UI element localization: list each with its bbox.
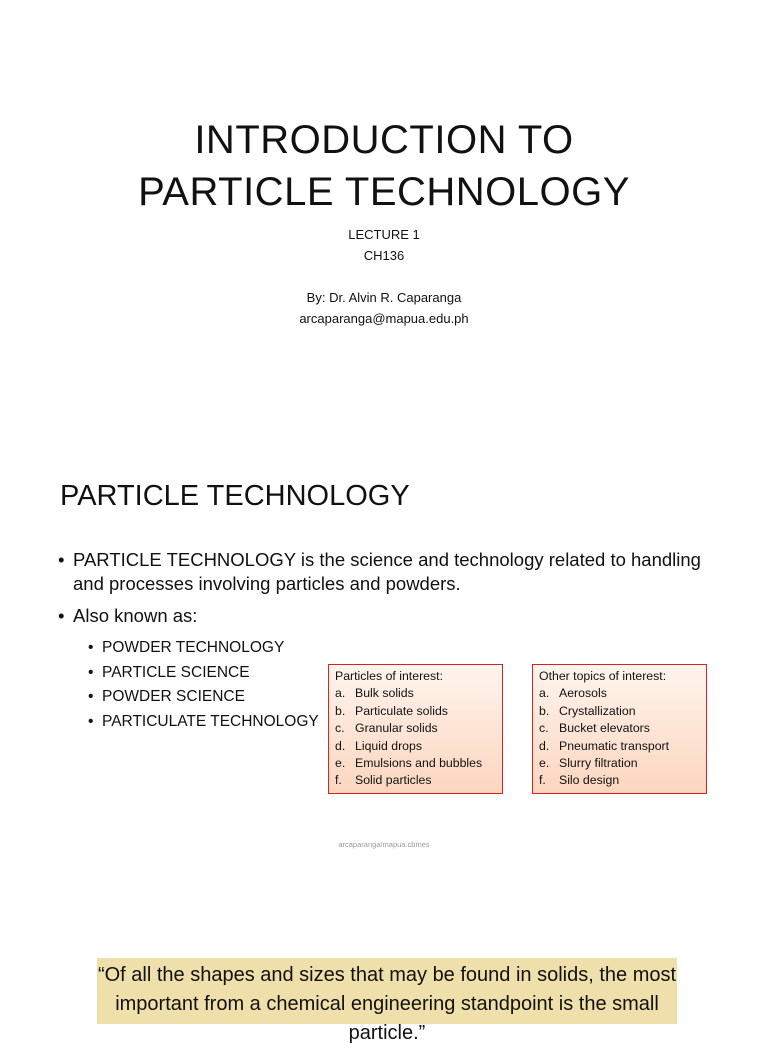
aka-item: • PARTICULATE TECHNOLOGY	[58, 710, 718, 735]
list-item: b. Crystallization	[539, 703, 636, 718]
list-item: a. Bulk solids	[335, 686, 414, 701]
list-item: f. Solid particles	[335, 773, 432, 788]
quote-text: “Of all the shapes and sizes that may be found in solids, the most important from a chemical engineering standpoint is the small particle.”	[97, 964, 677, 1044]
slide-footer: arcaparanga/mapua.cbmes	[338, 840, 430, 849]
aka-item: • POWDER TECHNOLOGY	[58, 636, 718, 661]
slide-heading: PARTICLE TECHNOLOGY	[60, 480, 410, 512]
aka-item: • PARTICLE SCIENCE	[58, 661, 718, 686]
title-line-2: PARTICLE TECHNOLOGY	[138, 170, 630, 214]
list-item: d. Pneumatic transport	[539, 738, 670, 753]
list-item: b. Particulate solids	[335, 703, 448, 718]
list-item: a. Aerosols	[539, 686, 607, 701]
list-item: e. Slurry filtration	[539, 756, 638, 771]
bullet-definition: • PARTICLE TECHNOLOGY is the science and technology related to handling and processes involving particles and powders.	[58, 548, 718, 596]
list-item: c. Granular solids	[335, 721, 438, 736]
list-item: d. Liquid drops	[335, 738, 422, 753]
particles-of-interest-box	[328, 664, 503, 794]
quote-box	[97, 958, 677, 1044]
lecture-label: LECTURE 1	[348, 227, 420, 242]
slide-title	[0, 114, 768, 218]
author-email[interactable]: arcaparanga@mapua.edu.ph	[299, 311, 469, 326]
list-item: f. Silo design	[539, 773, 620, 788]
list-item: e. Emulsions and bubbles	[335, 756, 483, 771]
course-code: CH136	[363, 248, 405, 263]
other-topics-box	[532, 664, 707, 794]
title-line-1: INTRODUCTION TO	[194, 118, 574, 162]
box-header: Other topics of interest:	[539, 669, 667, 683]
list-item: c. Bucket elevators	[539, 721, 650, 736]
aka-item: • POWDER SCIENCE	[58, 685, 718, 710]
particle-technology-slide	[0, 430, 768, 930]
box-header: Particles of interest:	[335, 669, 443, 683]
title-slide	[0, 0, 768, 430]
bullet-aka: • Also known as:	[58, 604, 718, 628]
author: By: Dr. Alvin R. Caparanga	[306, 290, 462, 305]
